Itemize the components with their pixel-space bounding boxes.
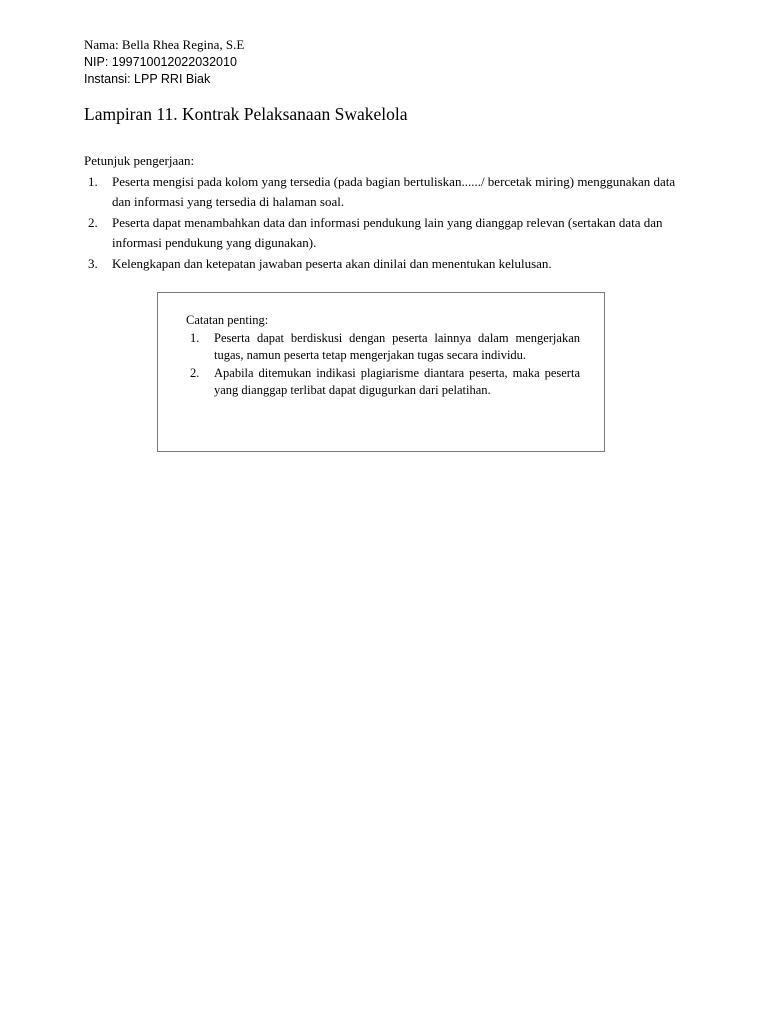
instruction-number: 2. — [88, 214, 98, 230]
note-text: Peserta dapat berdiskusi dengan peserta lainnya dalam mengerjakan tugas, namun peserta tetap mengerjakan tugas secara individu. — [214, 330, 580, 362]
note-item — [186, 365, 580, 400]
instructions-section — [84, 151, 690, 274]
instruction-number: 3. — [88, 255, 98, 271]
important-note-content — [186, 312, 580, 400]
page-title: Lampiran 11. Kontrak Pelaksanaan Swakelola — [84, 104, 408, 124]
instruction-number: 1. — [88, 173, 98, 189]
participant-instansi: Instansi: LPP RRI Biak — [84, 72, 211, 86]
document-header — [84, 36, 244, 89]
instruction-text: Kelengkapan dan ketepatan jawaban peserta akan dinilai dan menentukan kelulusan. — [112, 255, 552, 271]
note-number: 1. — [190, 330, 200, 345]
instruction-item — [84, 213, 690, 254]
note-text: Apabila ditemukan indikasi plagiarisme diantara peserta, maka peserta yang dianggap terlibat dapat digugurkan dari pelatihan. — [214, 365, 580, 397]
participant-nip: NIP: 199710012022032010 — [84, 54, 237, 69]
participant-name: Nama: Bella Rhea Regina, S.E — [84, 37, 245, 52]
note-item — [186, 330, 580, 365]
note-heading: Catatan penting: — [186, 313, 269, 327]
instruction-text: Peserta mengisi pada kolom yang tersedia (pada bagian bertuliskan....../ bercetak miring) menggunakan data dan informasi yang tersedia di halaman soal. — [112, 173, 676, 209]
instruction-item — [84, 172, 690, 213]
important-note-box — [157, 292, 605, 452]
instruction-text: Peserta dapat menambahkan data dan informasi pendukung lain yang dianggap relevan (sertakan data dan informasi pendukung yang digunakan). — [112, 214, 663, 250]
instructions-heading: Petunjuk pengerjaan: — [84, 153, 195, 168]
note-list — [186, 330, 580, 400]
instruction-item — [84, 254, 690, 275]
note-number: 2. — [190, 365, 200, 380]
instructions-list — [84, 172, 690, 275]
